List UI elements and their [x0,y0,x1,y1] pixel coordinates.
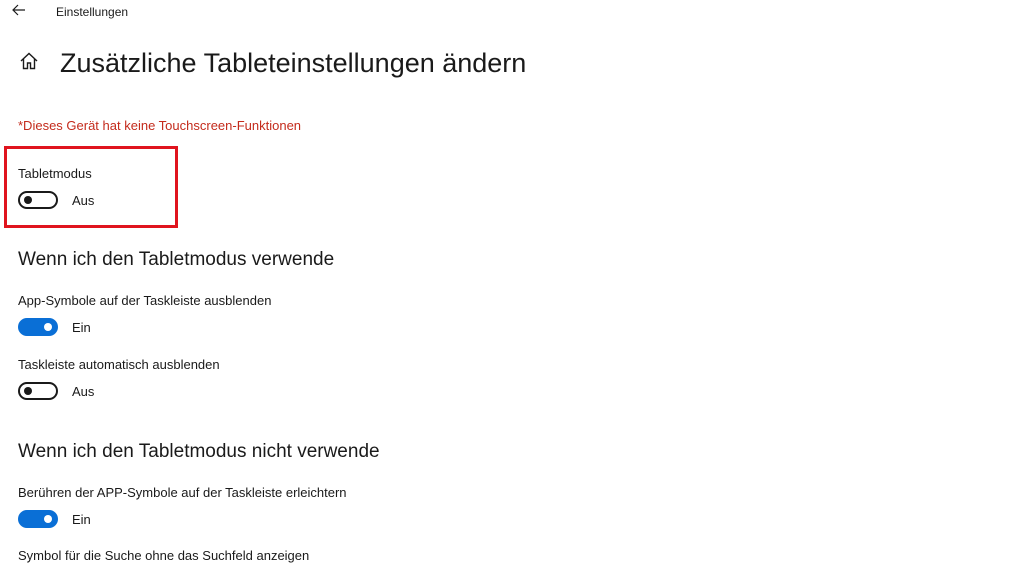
app-title: Einstellungen [56,5,129,19]
auto-hide-taskbar-state: Aus [72,383,95,399]
back-arrow-icon [12,3,26,21]
tablet-mode-toggle[interactable] [18,191,58,209]
toggle-knob [24,387,32,395]
toggle-knob [44,515,52,523]
page-title: Zusätzliche Tableteinstellungen ändern [60,48,527,78]
toggle-knob [44,323,52,331]
hide-app-icons-state: Ein [72,319,91,335]
easier-touch-icons-label: Berühren der APP-Symbole auf der Taskleiste erleichtern [18,485,347,500]
auto-hide-taskbar-toggle[interactable] [18,382,58,400]
title-bar [0,0,1010,28]
easier-touch-icons-setting [18,485,347,528]
home-button[interactable] [18,53,40,75]
section-heading-not-using: Wenn ich den Tabletmodus nicht verwende [18,441,380,462]
hide-app-icons-toggle[interactable] [18,318,58,336]
toggle-knob [24,196,32,204]
easier-touch-icons-state: Ein [72,511,91,527]
tablet-mode-state: Aus [72,192,95,208]
easier-touch-icons-toggle[interactable] [18,510,58,528]
back-button[interactable] [8,2,30,22]
easier-touch-icons-toggle-row [18,510,347,528]
section-heading-using: Wenn ich den Tabletmodus verwende [18,249,335,270]
hide-app-icons-setting [18,293,271,336]
auto-hide-taskbar-setting [18,357,220,400]
search-icon-label: Symbol für die Suche ohne das Suchfeld anzeigen [18,548,310,563]
search-icon-setting [18,548,309,573]
tablet-mode-label: Tabletmodus [18,166,92,181]
tablet-mode-toggle-row [18,191,94,209]
page-header [18,48,526,79]
auto-hide-taskbar-label: Taskleiste automatisch ausblenden [18,357,220,372]
no-touchscreen-warning: *Dieses Gerät hat keine Touchscreen-Funktionen [18,118,302,133]
tablet-mode-setting [18,166,94,209]
auto-hide-taskbar-toggle-row [18,382,220,400]
hide-app-icons-toggle-row [18,318,271,336]
home-icon [19,51,39,76]
hide-app-icons-label: App-Symbole auf der Taskleiste ausblenden [18,293,272,308]
